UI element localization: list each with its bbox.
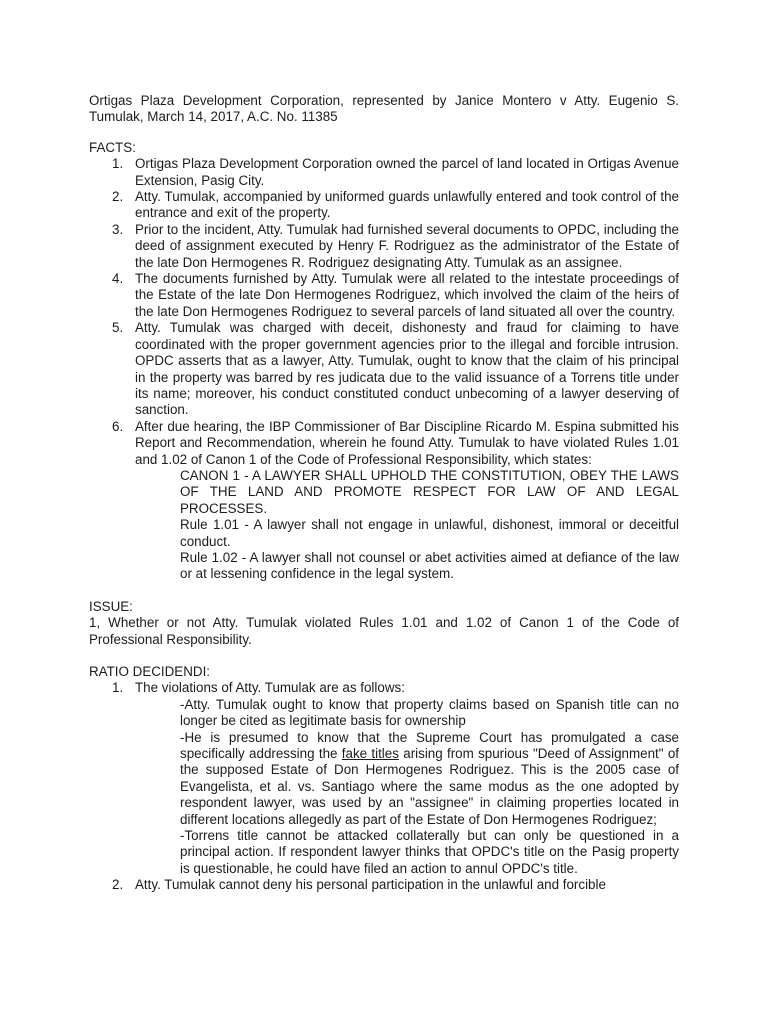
issue-heading: ISSUE: xyxy=(89,598,133,614)
item-text: The violations of Atty. Tumulak are as follows: xyxy=(135,680,405,696)
ratio-item xyxy=(89,680,679,877)
issue-text-rest: Rules 1.01 and 1.02 of Canon 1 of the Code of Professional Responsibility. xyxy=(89,615,679,647)
item-number: 1. xyxy=(112,680,124,696)
issue-text-lead: 1, Whether or not Atty. Tumulak violated xyxy=(89,615,352,631)
facts-item xyxy=(89,156,679,189)
issue-text xyxy=(89,615,679,648)
item-text: The documents furnished by Atty. Tumulak were all related to the intestate proceedings of the Estate of the late Don Hermogenes Rodriguez, which involved the claim of the heirs of the late Don Hermogenes Rodriguez to several parcels of land situated all over the country. xyxy=(135,271,679,319)
item-text: Prior to the incident, Atty. Tumulak had furnished several documents to OPDC, including the deed of assignment executed by Henry F. Rodriguez as the administrator of the Estate of the late Don Hermogenes R. Rodriguez designating Atty. Tumulak as an assignee. xyxy=(135,221,679,270)
item-number: 5. xyxy=(112,320,124,336)
violation-point: -Atty. Tumulak ought to know that property claims based on Spanish title can no longer be cited as legitimate basis for ownership xyxy=(180,696,679,729)
ratio-heading: RATIO DECIDENDI: xyxy=(89,664,211,679)
item-text: Atty. Tumulak cannot deny his personal participation in the unlawful and forcible xyxy=(135,877,606,893)
violation-point-text: -He is presumed to know that the Supreme Court has promulgated a case specifically addressing the xyxy=(180,729,679,762)
item-text: Atty. Tumulak, accompanied by uniformed guards unlawfully entered and took control of the entrance and exit of the property. xyxy=(135,189,679,221)
facts-item xyxy=(89,222,679,271)
ratio-item xyxy=(89,877,679,893)
facts-heading: FACTS: xyxy=(89,139,136,155)
item-number: 2. xyxy=(112,189,124,205)
canon-block xyxy=(180,468,679,583)
rule-101-text: Rule 1.01 - A lawyer shall not engage in unlawful, dishonest, immoral or deceitful conduct. xyxy=(180,517,679,549)
item-number: 2. xyxy=(112,877,124,893)
canon-text: CANON 1 - A LAWYER SHALL UPHOLD THE CONSTITUTION, OBEY THE LAWS OF THE LAND AND PROMOTE RESPECT FOR LAW OF AND LEGAL PROCESSES. xyxy=(180,467,679,516)
item-text: After due hearing, the IBP Commissioner of Bar Discipline Ricardo M. Espina submitted his Report and Recommendation, wherein he found Atty. Tumulak to have violated Rules 1.01 and 1.02 of Canon 1 of the Code of Professional Responsibility, which states: xyxy=(135,418,679,467)
item-number: 4. xyxy=(112,271,124,287)
facts-item xyxy=(89,320,679,418)
ratio-list xyxy=(89,680,679,893)
facts-item xyxy=(89,189,679,222)
rule-102-text: Rule 1.02 - A lawyer shall not counsel or abet activities aimed at defiance of the law or at lessening confidence in the legal system. xyxy=(180,549,679,582)
item-text: Atty. Tumulak was charged with deceit, dishonesty and fraud for claiming to have coordinated with the proper government agencies prior to the illegal and forcible intrusion. OPDC asserts that as a lawyer, Atty. Tumulak, ought to know that the claim of his principal in the property was barred by res judicata due to the valid issuance of a Torrens title under its name; moreover, his conduct constituted conduct unbecoming of a lawyer deserving of sanction. xyxy=(135,320,679,418)
case-title: Ortigas Plaza Development Corporation, represented by Janice Montero v Atty. Eugenio S. Tumulak, March 14, 2017, A.C. No. 11385 xyxy=(89,93,679,125)
facts-item xyxy=(89,419,679,583)
document-page xyxy=(89,93,679,894)
violation-point xyxy=(180,730,679,828)
item-number: 6. xyxy=(112,418,124,434)
facts-list xyxy=(89,156,679,583)
item-number: 3. xyxy=(112,221,124,237)
facts-item xyxy=(89,271,679,320)
item-text: Ortigas Plaza Development Corporation owned the parcel of land located in Ortigas Avenue Extension, Pasig City. xyxy=(135,156,679,188)
violation-point-text: arising from spurious "Deed of Assignment" of the supposed Estate of Don Hermogenes Rodriguez. This is the 2005 case of Evangelista, et al. vs. Santiago where the same modus as the one adopted by respondent lawyer, was used by an "assignee" in claiming properties located in different locations allegedly as part of the Estate of Don Hermogenes Rodriguez; xyxy=(180,746,679,827)
fake-titles-link[interactable]: fake titles xyxy=(341,746,399,762)
violation-point: -Torrens title cannot be attacked collaterally but can only be questioned in a principal action. If respondent lawyer thinks that OPDC's title on the Pasig property is questionable, he could have filed an action to annul OPDC's title. xyxy=(180,828,679,876)
item-number: 1. xyxy=(112,156,124,172)
violations-block xyxy=(180,697,679,877)
